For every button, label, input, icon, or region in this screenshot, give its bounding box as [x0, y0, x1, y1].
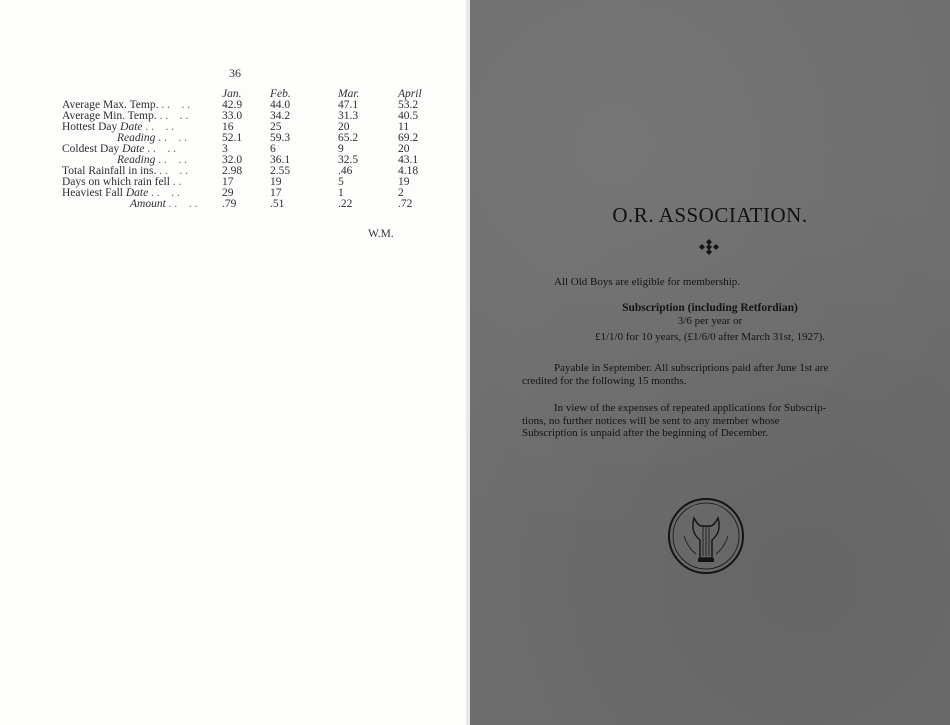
- column-header-feb: Feb.: [270, 88, 291, 100]
- table-cell: 17: [222, 176, 234, 188]
- table-cell: 20: [398, 143, 410, 155]
- payment-paragraph: [522, 362, 878, 387]
- table-cell: .22: [338, 198, 353, 210]
- table-cell: 5: [338, 176, 344, 188]
- notice-paragraph: [522, 402, 878, 440]
- row-label-text: Average Max. Temp.: [62, 99, 159, 111]
- left-page: [0, 0, 466, 725]
- subscription-heading: Subscription (including Retfordian): [622, 302, 798, 314]
- table-cell: 40.5: [398, 110, 419, 122]
- row-label-text: Hottest Day: [62, 121, 118, 133]
- table-cell: .51: [270, 198, 285, 210]
- table-cell: 59.3: [270, 132, 291, 144]
- table-cell: 36.1: [270, 154, 291, 166]
- table-cell: 1: [338, 187, 344, 199]
- table-cell: 34.2: [270, 110, 291, 122]
- table-cell: 6: [270, 143, 276, 155]
- table-cell: .46: [338, 165, 353, 177]
- row-label-text: Average Min. Temp.: [62, 110, 157, 122]
- subscription-long-term: £1/1/0 for 10 years, (£1/6/0 after March 31st, 1927).: [594, 331, 826, 343]
- column-header-april: April: [398, 88, 422, 100]
- table-cell: 2: [398, 187, 404, 199]
- notice-line-2: tions, no further notices will be sent to any member whose: [522, 414, 780, 427]
- row-sublabel: Reading: [117, 154, 156, 166]
- table-cell: 11: [398, 121, 410, 133]
- row-sublabel: Date: [122, 143, 145, 155]
- table-cell: 52.1: [222, 132, 243, 144]
- table-cell: 32.0: [222, 154, 243, 166]
- page-number: 36: [229, 66, 241, 80]
- row-sublabel: Date: [120, 121, 143, 133]
- table-cell: 32.5: [338, 154, 359, 166]
- diamond-ornament-icon: [698, 238, 720, 256]
- table-cell: 3: [222, 143, 228, 155]
- row-label: [62, 199, 222, 210]
- row-sublabel: Reading: [117, 132, 156, 144]
- row-label-text: Heaviest Fall: [62, 187, 123, 199]
- leader-dots: . . . .: [161, 99, 191, 111]
- column-header-mar: Mar.: [338, 88, 360, 100]
- table-cell: 65.2: [338, 132, 359, 144]
- notice-line-1: In view of the expenses of repeated applications for Subscrip-: [554, 402, 827, 414]
- leader-dots: . . . .: [158, 154, 187, 166]
- right-page-cover: [470, 0, 950, 725]
- signature: W.M.: [368, 228, 394, 240]
- table-cell: 44.0: [270, 99, 291, 111]
- table-cell: 20: [338, 121, 350, 133]
- table-cell: 31.3: [338, 110, 359, 122]
- leader-dots: . . . .: [159, 165, 189, 177]
- row-sublabel: Date: [125, 187, 149, 199]
- leader-dots: . .: [172, 176, 182, 188]
- table-cell: 29: [222, 187, 234, 199]
- payment-line-2: credited for the following 15 months.: [522, 374, 687, 387]
- row-label-text: Days on which rain fell: [62, 176, 170, 188]
- lyre-crest-icon: [666, 496, 746, 576]
- table-cell: 2.98: [222, 165, 243, 177]
- table-cell: 9: [338, 143, 344, 155]
- table-cell: 25: [270, 121, 282, 133]
- leader-dots: . . . .: [151, 187, 180, 199]
- table-cell: 16: [222, 121, 234, 133]
- notice-line-3: Subscription is unpaid after the beginning of December.: [522, 427, 769, 439]
- association-title: O.R. ASSOCIATION.: [612, 203, 808, 227]
- row-label-text: Coldest Day: [62, 143, 120, 155]
- leader-dots: . . . .: [147, 143, 177, 155]
- table-cell: 42.9: [222, 99, 243, 111]
- table-cell: 43.1: [398, 154, 419, 166]
- table-cell: 69.2: [398, 132, 419, 144]
- table-cell: 4.18: [398, 165, 419, 177]
- row-label-text: Total Rainfall in ins.: [62, 165, 157, 177]
- table-cell: 53.2: [398, 99, 419, 111]
- eligibility-text: All Old Boys are eligible for membership.: [554, 276, 741, 288]
- weather-table: [62, 89, 448, 210]
- subscription-rate: 3/6 per year or: [677, 315, 743, 327]
- table-row: [62, 188, 448, 199]
- row-sublabel: Amount: [130, 198, 166, 210]
- table-cell: 19: [270, 176, 282, 188]
- leader-dots: . . . .: [159, 110, 189, 122]
- leader-dots: . . . .: [145, 121, 175, 133]
- payment-line-1: Payable in September. All subscriptions paid after June 1st are: [554, 362, 829, 374]
- table-cell: 2.55: [270, 165, 291, 177]
- table-cell: .72: [398, 198, 413, 210]
- leader-dots: . . . .: [168, 198, 198, 210]
- table-cell: 47.1: [338, 99, 359, 111]
- table-cell: 17: [270, 187, 282, 199]
- table-cell: .79: [222, 198, 237, 210]
- table-cell: 33.0: [222, 110, 243, 122]
- column-header-jan: Jan.: [222, 88, 242, 100]
- table-row: [62, 199, 448, 210]
- leader-dots: . . . .: [158, 132, 187, 144]
- table-cell: 19: [398, 176, 410, 188]
